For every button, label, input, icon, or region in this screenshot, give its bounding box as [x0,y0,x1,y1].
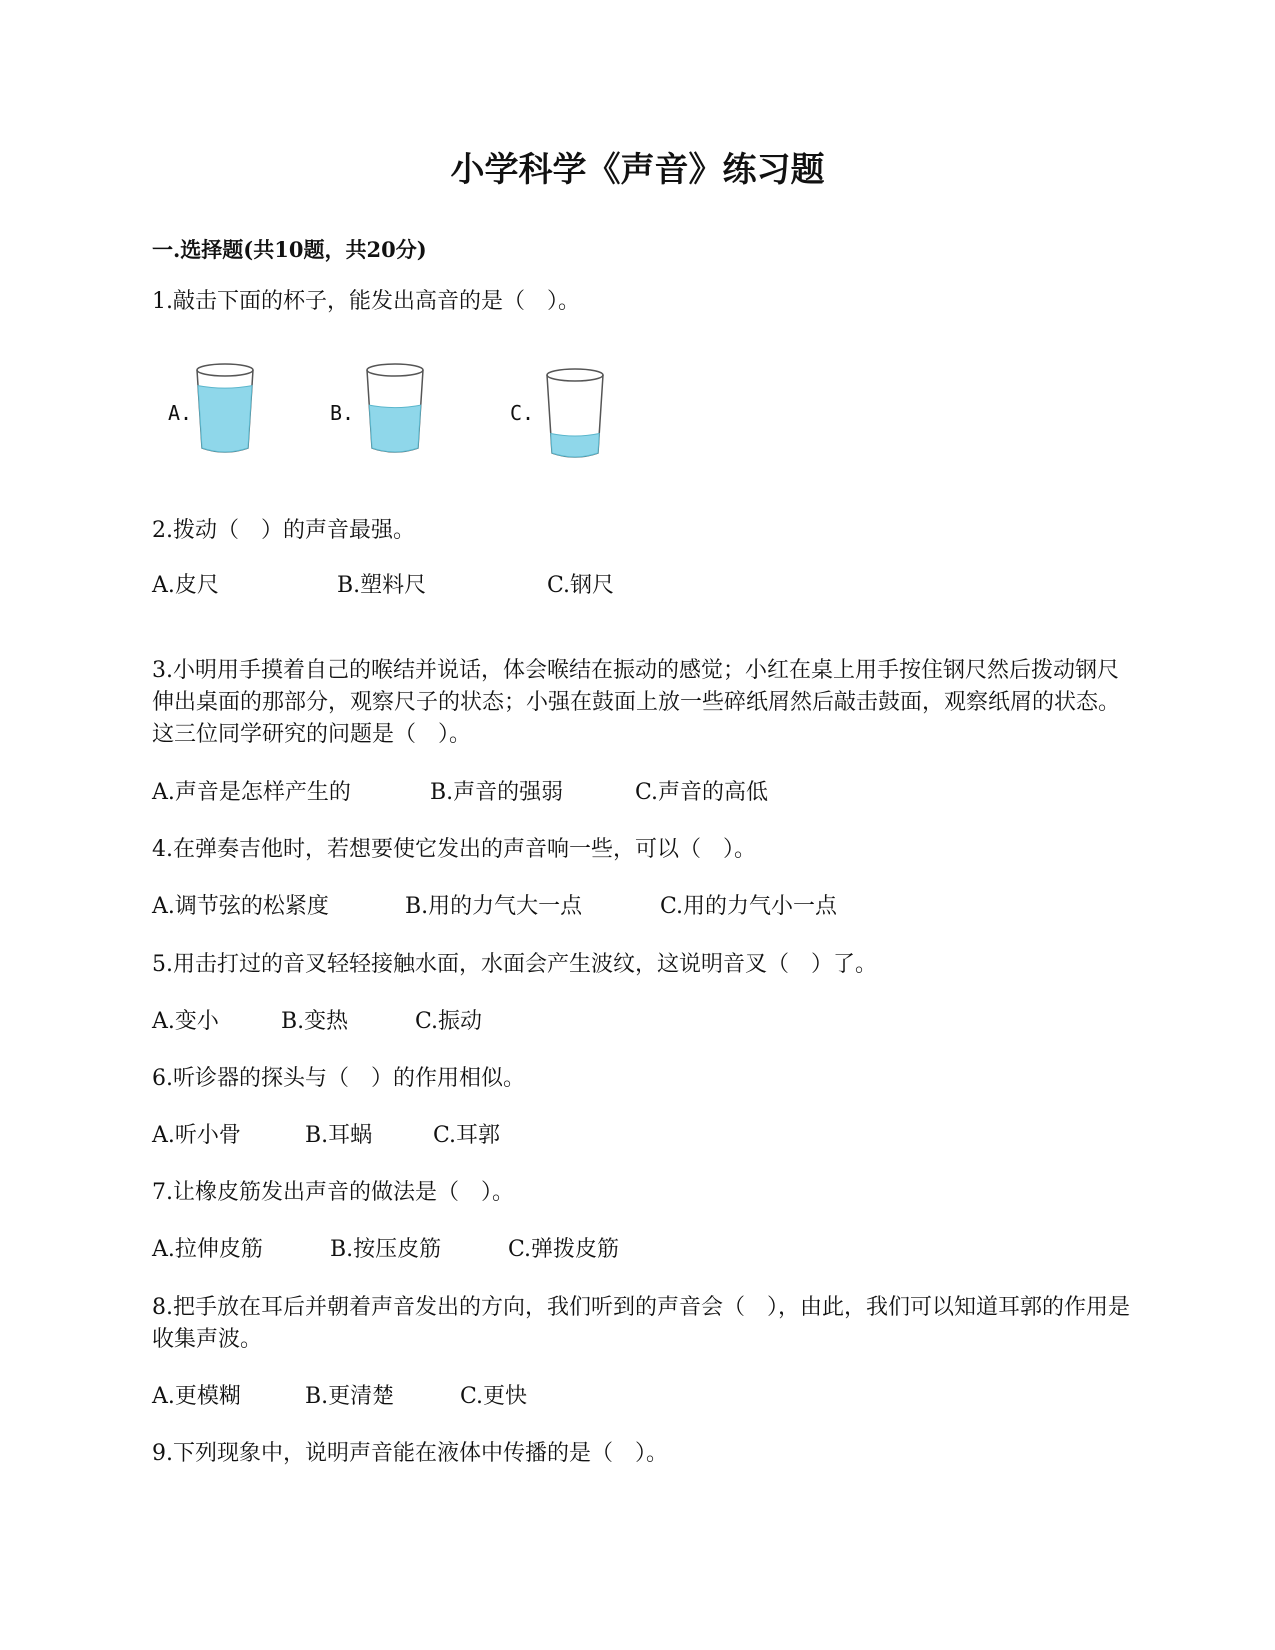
option-c[interactable]: C.用的力气小一点 [660,894,838,919]
glass-icon [540,365,610,465]
question-2: 2.拨动（ ）的声音最强。 [152,518,415,543]
question-5: 5.用击打过的音叉轻轻接触水面，水面会产生波纹，这说明音叉（ ）了。 [152,952,877,977]
option-b[interactable]: B.用的力气大一点 [405,894,583,919]
page-title: 小学科学《声音》练习题 [450,150,825,190]
option-a[interactable]: A.声音是怎样产生的 [152,780,351,805]
option-a[interactable]: A.变小 [152,1009,219,1034]
option-b[interactable]: B.按压皮筋 [330,1237,442,1262]
section-heading: 一.选择题(共10题，共20分) [152,237,427,262]
cup-b-label: B. [330,401,355,425]
question-1: 1.敲击下面的杯子，能发出高音的是（ ）。 [152,289,580,314]
option-a[interactable]: A.拉伸皮筋 [152,1237,263,1262]
glass-icon [360,360,430,460]
glass-icon [190,360,260,460]
question-8: 8.把手放在耳后并朝着声音发出的方向，我们听到的声音会（ ），由此，我们可以知道耳郭的作用是收集声波。 [152,1295,1130,1352]
option-c[interactable]: C.耳郭 [433,1123,501,1148]
option-a[interactable]: A.皮尺 [152,573,219,598]
option-b[interactable]: B.声音的强弱 [430,780,564,805]
option-c[interactable]: C.振动 [415,1009,483,1034]
question-4: 4.在弹奏吉他时，若想要使它发出的声音响一些，可以（ ）。 [152,837,756,862]
option-a[interactable]: A.更模糊 [152,1384,241,1409]
option-a[interactable]: A.听小骨 [152,1123,241,1148]
cups-figure [150,355,670,480]
cup-c-label: C. [510,401,535,425]
question-6: 6.听诊器的探头与（ ）的作用相似。 [152,1066,525,1091]
option-c[interactable]: C.弹拨皮筋 [508,1237,620,1262]
option-b[interactable]: B.变热 [281,1009,349,1034]
question-9: 9.下列现象中，说明声音能在液体中传播的是（ ）。 [152,1441,668,1466]
option-a[interactable]: A.调节弦的松紧度 [152,894,329,919]
option-b[interactable]: B.耳蜗 [305,1123,373,1148]
cup-a-label: A. [168,401,193,425]
question-7: 7.让橡皮筋发出声音的做法是（ ）。 [152,1180,514,1205]
option-c[interactable]: C.更快 [460,1384,528,1409]
option-b[interactable]: B.塑料尺 [337,573,427,598]
option-b[interactable]: B.更清楚 [305,1384,395,1409]
option-c[interactable]: C.钢尺 [547,573,615,598]
option-c[interactable]: C.声音的高低 [635,780,769,805]
question-3: 3.小明用手摸着自己的喉结并说话，体会喉结在振动的感觉；小红在桌上用手按住钢尺然后拨动钢尺伸出桌面的那部分，观察尺子的状态；小强在鼓面上放一些碎纸屑然后敲击鼓面，观察纸屑的状态。这三位同学研究的问题是（ ）。 [152,658,1121,747]
